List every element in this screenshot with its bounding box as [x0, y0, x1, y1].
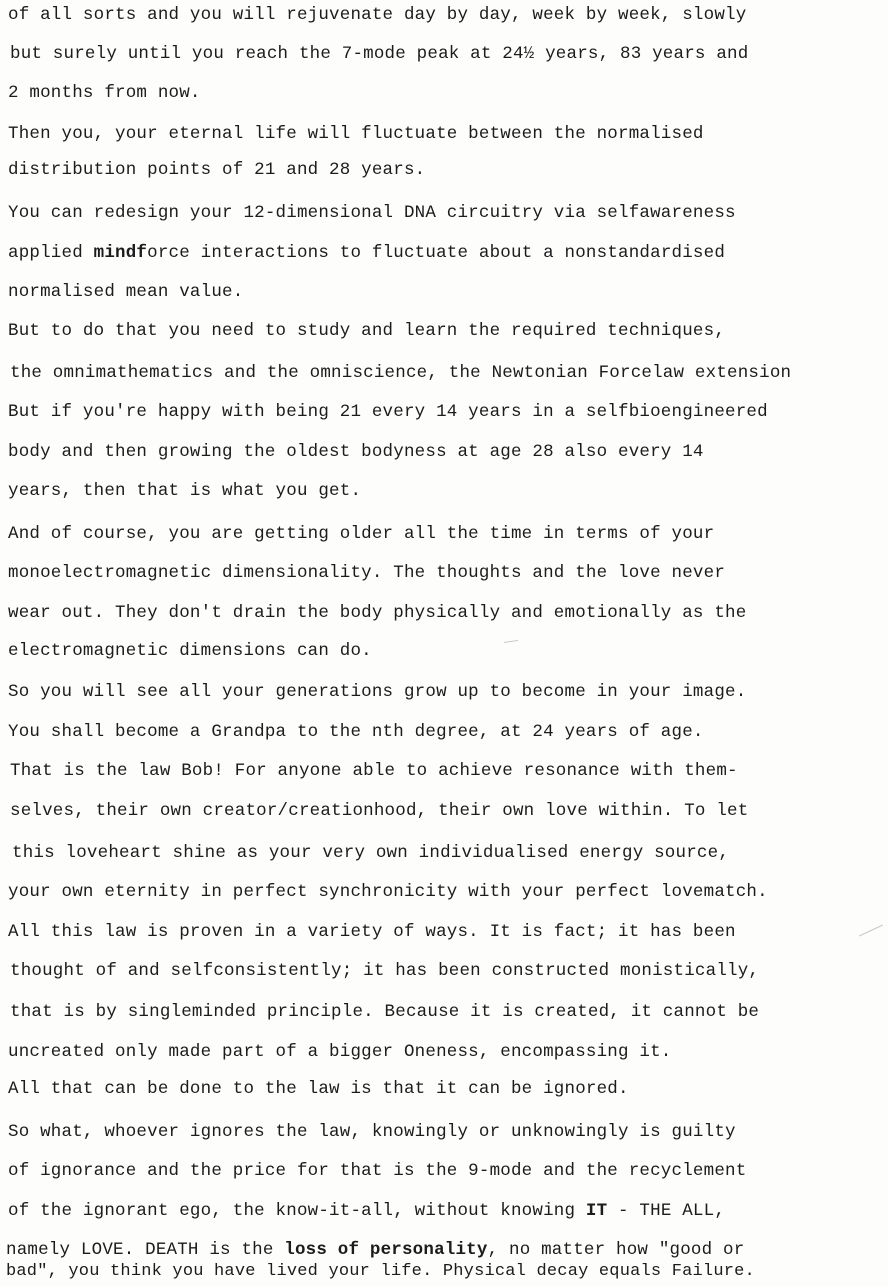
text-span: orce interactions to fluctuate about a nonstandardised — [147, 243, 726, 263]
text-line: And of course, you are getting older all the time in terms of your — [8, 524, 715, 544]
paper-mark — [859, 925, 883, 937]
paper-mark — [504, 640, 518, 643]
text-line: body and then growing the oldest bodyness at age 28 also every 14 — [8, 442, 704, 462]
text-line: this loveheart shine as your very own individualised energy source, — [12, 843, 730, 863]
text-line: normalised mean value. — [8, 282, 244, 302]
text-line: of all sorts and you will rejuvenate day by day, week by week, slowly — [8, 5, 747, 25]
text-span: , no matter how "good or — [487, 1240, 745, 1260]
text-span: of the ignorant ego, the know-it-all, without knowing — [8, 1201, 586, 1221]
text-span: namely LOVE. DEATH is the — [6, 1240, 285, 1260]
text-span: Physical decay equals Failure. — [442, 1262, 755, 1281]
text-line: electromagnetic dimensions can do. — [8, 641, 372, 661]
bold-text: IT — [585, 1201, 608, 1221]
text-line: You shall become a Grandpa to the nth degree, at 24 years of age. — [8, 722, 704, 742]
text-line: but surely until you reach the 7-mode peak at 24½ years, 83 years and — [10, 44, 749, 64]
text-line: distribution points of 21 and 28 years. — [8, 160, 426, 180]
text-line: All this law is proven in a variety of ways. It is fact; it has been — [8, 922, 736, 942]
text-line: uncreated only made part of a bigger Oneness, encompassing it. — [8, 1042, 672, 1062]
text-line: the omnimathematics and the omniscience, the Newtonian Forcelaw extension — [10, 363, 792, 383]
bold-text: mindf — [93, 243, 148, 263]
text-line: that is by singleminded principle. Because it is created, it cannot be — [10, 1002, 760, 1022]
text-line: That is the law Bob! For anyone able to achieve resonance with them- — [10, 761, 738, 781]
text-line: So what, whoever ignores the law, knowingly or unknowingly is guilty — [8, 1122, 736, 1142]
text-line: All that can be done to the law is that it can be ignored. — [8, 1079, 629, 1099]
text-line: Then you, your eternal life will fluctuate between the normalised — [8, 124, 704, 144]
text-line: 2 months from now. — [8, 83, 201, 103]
text-span: applied — [8, 243, 94, 263]
text-line — [6, 1262, 755, 1282]
text-line — [8, 1201, 725, 1221]
text-line: wear out. They don't drain the body physically and emotionally as the — [8, 603, 747, 623]
text-line — [8, 243, 725, 263]
text-line: thought of and selfconsistently; it has been constructed monistically, — [10, 961, 760, 981]
text-line: But to do that you need to study and learn the required techniques, — [8, 321, 726, 341]
text-line: selves, their own creator/creationhood, their own love within. To let — [10, 801, 749, 821]
text-line: So you will see all your generations grow up to become in your image. — [8, 682, 747, 702]
text-line: years, then that is what you get. — [8, 481, 362, 501]
text-span: - THE ALL, — [607, 1201, 726, 1221]
text-line: You can redesign your 12-dimensional DNA circuitry via selfawareness — [8, 203, 736, 223]
text-line: But if you're happy with being 21 every 14 years in a selfbioengineered — [8, 402, 768, 422]
text-line: your own eternity in perfect synchronicity with your perfect lovematch. — [8, 882, 768, 902]
text-line: of ignorance and the price for that is the 9-mode and the recyclement — [8, 1161, 747, 1181]
text-span: bad", you think you have lived your life. — [6, 1262, 443, 1281]
bold-text: loss of personality — [284, 1240, 488, 1260]
text-line: monoelectromagnetic dimensionality. The thoughts and the love never — [8, 563, 726, 583]
text-line — [6, 1240, 744, 1260]
